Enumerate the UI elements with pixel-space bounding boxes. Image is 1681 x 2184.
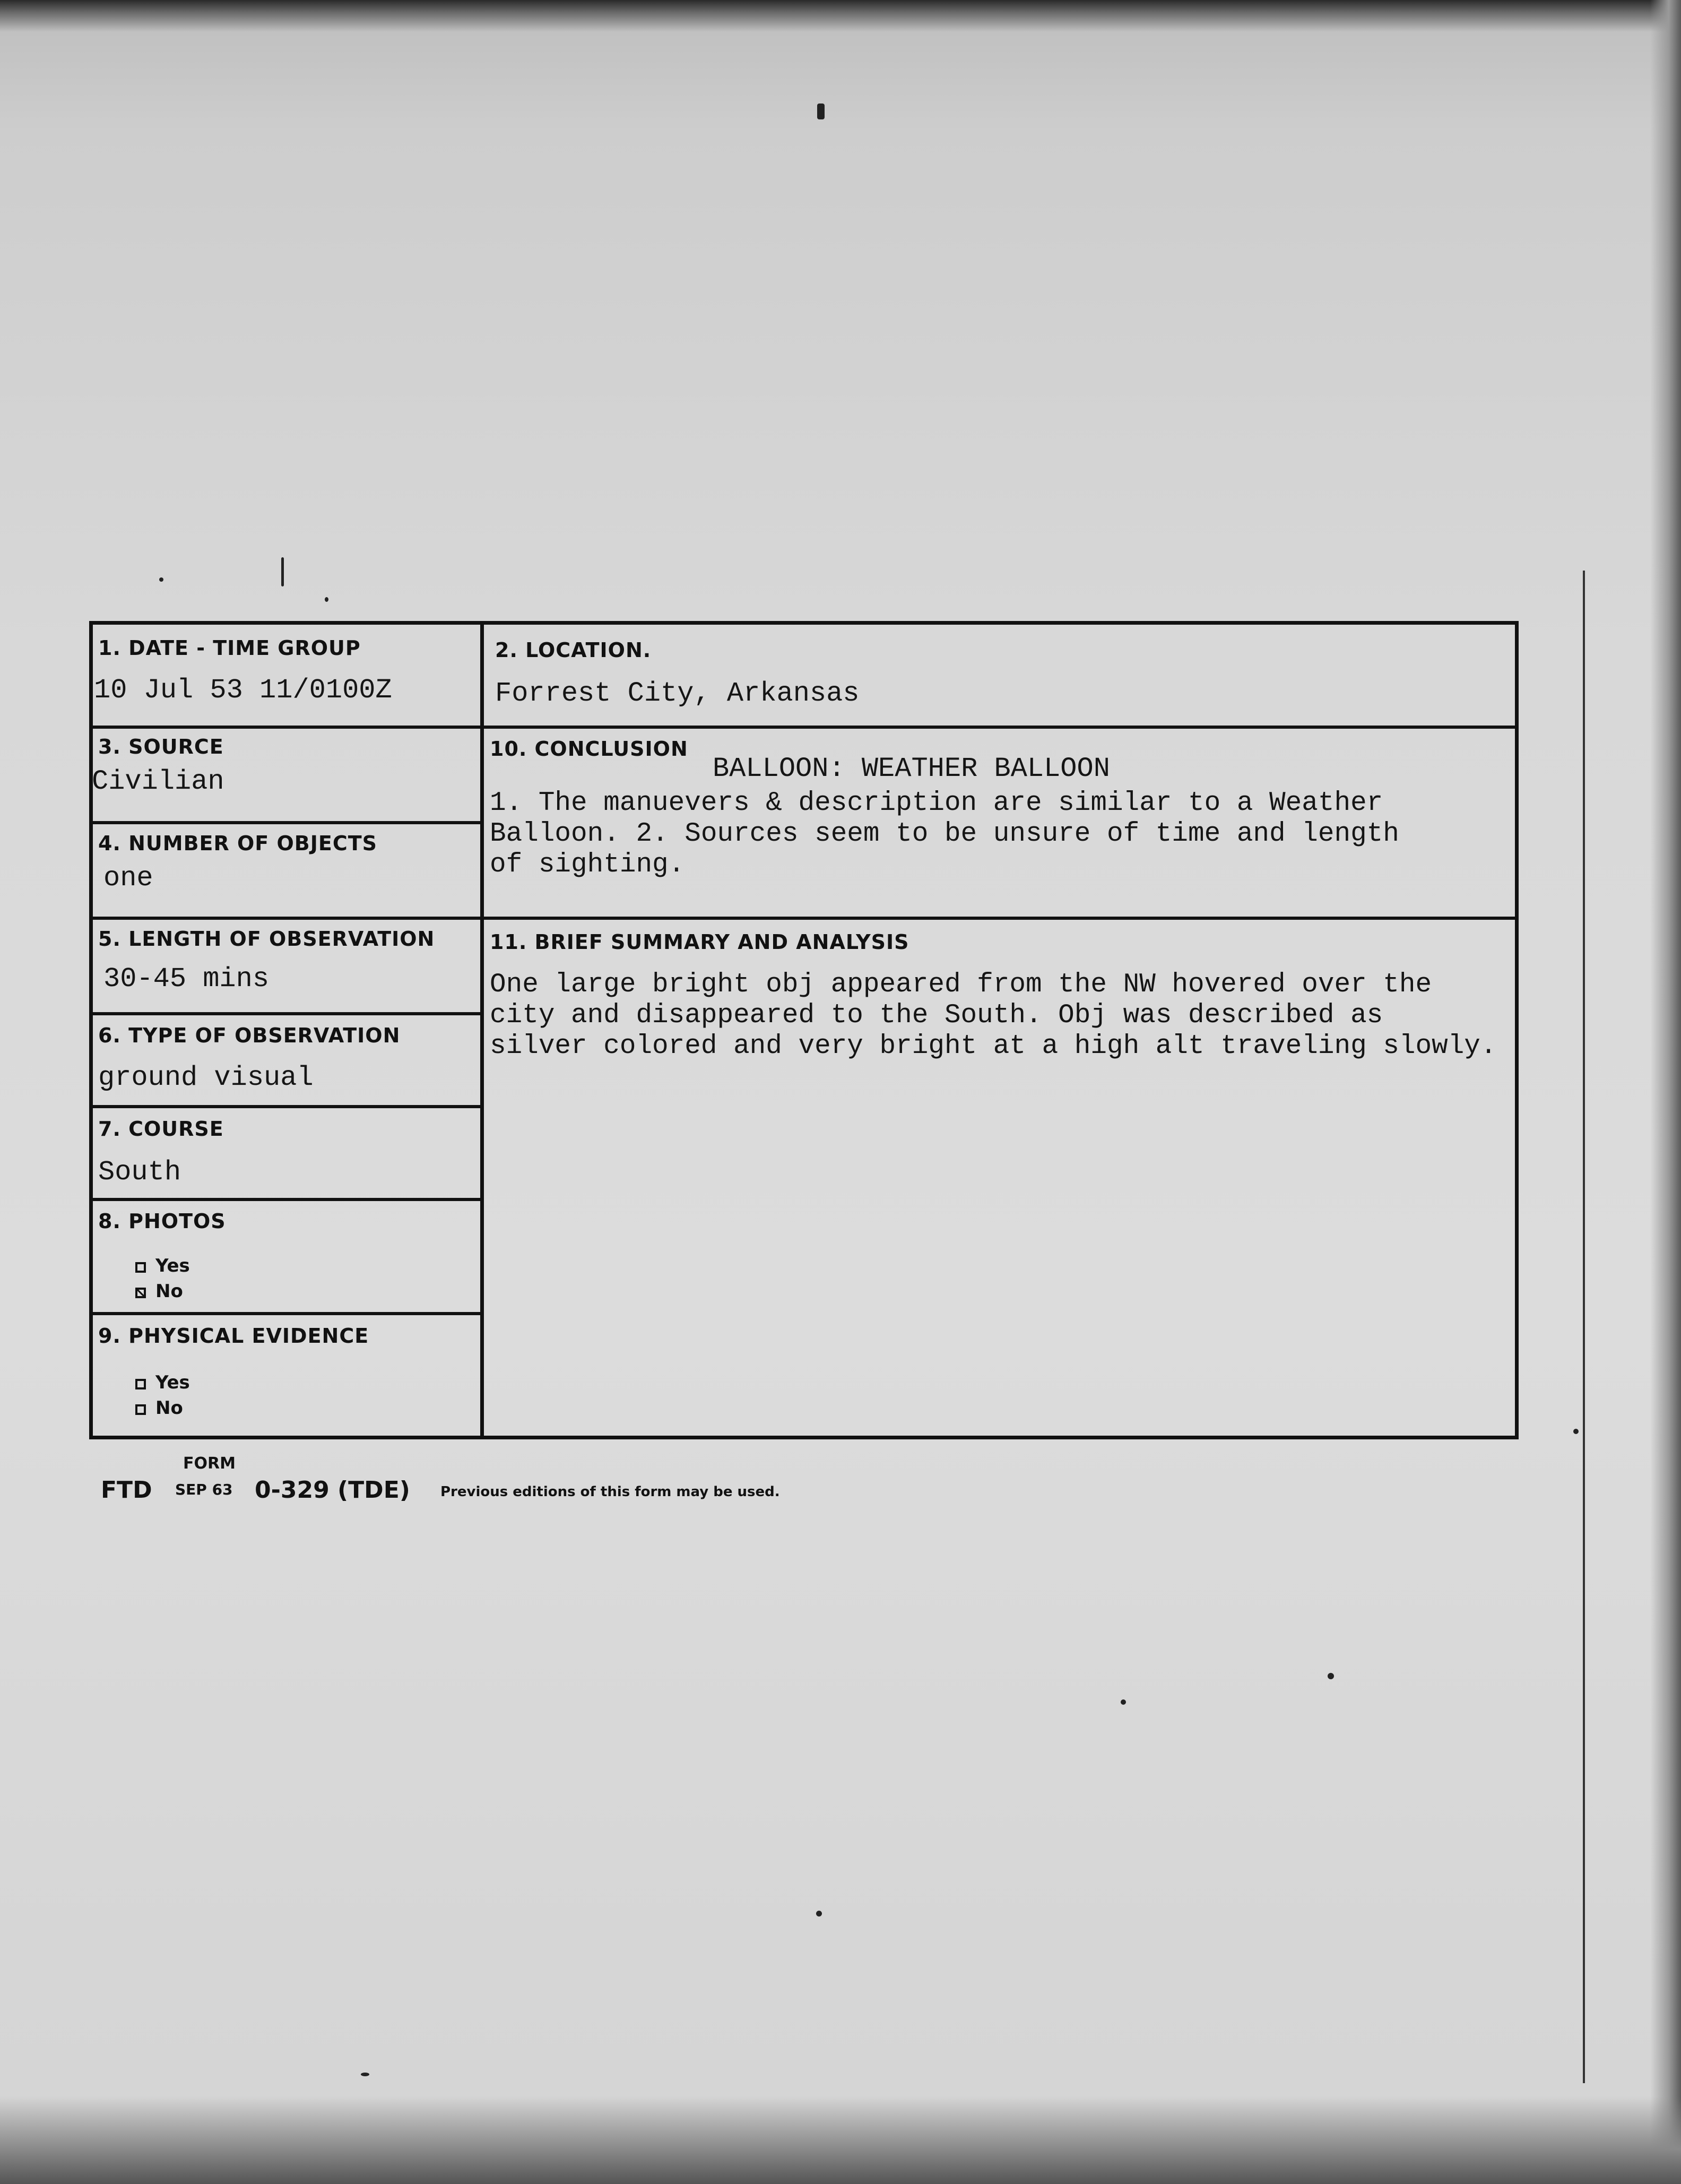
date-time-group-cell [94, 636, 392, 706]
length-of-observation-cell [98, 927, 435, 995]
conclusion-heading: BALLOON: WEATHER BALLOON [713, 753, 1110, 784]
row-divider [93, 1198, 480, 1201]
footer-ftd: FTD [101, 1477, 152, 1504]
photos-no-option[interactable] [135, 1281, 226, 1302]
speck [1121, 1699, 1126, 1705]
row-divider [93, 821, 480, 824]
conclusion-text: 1. The manuevers & description are similar to a Weather Balloon. 2. Sources seem to be unsure of time and length of sighting. [490, 788, 1399, 880]
physical-evidence-cell [98, 1324, 369, 1419]
footer-previous-editions: Previous editions of this form may be used. [440, 1484, 780, 1500]
course-value: South [98, 1156, 181, 1188]
type-of-observation-value: ground visual [98, 1062, 314, 1093]
row-divider [93, 1312, 480, 1315]
conclusion-label: 10. CONCLUSION [490, 737, 688, 761]
row-divider [480, 917, 1519, 920]
physical-evidence-yes-option[interactable] [135, 1372, 369, 1393]
physical-evidence-label: 9. PHYSICAL EVIDENCE [98, 1324, 369, 1348]
type-of-observation-label: 6. TYPE OF OBSERVATION [98, 1024, 401, 1047]
speck [281, 557, 284, 586]
footer-form-word: FORM [183, 1454, 236, 1473]
row-divider [93, 726, 480, 729]
speck [1328, 1673, 1334, 1679]
photos-no-label: No [155, 1281, 183, 1302]
physical-evidence-yes-label: Yes [155, 1372, 190, 1393]
physical-evidence-yes-checkbox[interactable] [135, 1379, 146, 1389]
photos-yes-checkbox[interactable] [135, 1262, 146, 1273]
scan-bottom-shadow [0, 2096, 1681, 2184]
source-label: 3. SOURCE [98, 735, 224, 758]
speck [817, 103, 825, 119]
speck [325, 597, 328, 602]
summary-text: One large bright obj appeared from the NW hovered over the city and disappeared to the South. Obj was described as silver colored and very bright at a high alt traveling slowly. [490, 970, 1497, 1061]
row-divider [480, 726, 1519, 729]
speck [816, 1911, 822, 1917]
column-divider [480, 625, 484, 1436]
row-divider [93, 1012, 480, 1015]
physical-evidence-no-checkbox[interactable] [135, 1404, 146, 1415]
physical-evidence-no-option[interactable] [135, 1397, 369, 1419]
source-value: Civilian [92, 766, 224, 797]
scan-top-shadow [0, 0, 1681, 32]
number-of-objects-label: 4. NUMBER OF OBJECTS [98, 832, 378, 855]
scan-right-edge [1650, 0, 1681, 2184]
row-divider [93, 1105, 480, 1108]
photos-yes-label: Yes [155, 1255, 190, 1276]
summary-cell [490, 930, 1514, 1062]
type-of-observation-cell [98, 1024, 400, 1093]
location-label: 2. LOCATION. [495, 638, 652, 662]
photos-cell [98, 1210, 226, 1302]
number-of-objects-value: one [103, 862, 153, 894]
location-cell [495, 638, 860, 709]
summary-label: 11. BRIEF SUMMARY AND ANALYSIS [490, 930, 909, 954]
physical-evidence-no-label: No [155, 1397, 183, 1419]
vertical-rule [1583, 571, 1585, 2083]
photos-label: 8. PHOTOS [98, 1210, 226, 1233]
speck [159, 577, 163, 582]
number-of-objects-cell [98, 832, 377, 894]
location-value: Forrest City, Arkansas [495, 678, 860, 709]
source-cell [92, 735, 224, 797]
footer-form-number: 0-329 (TDE) [255, 1477, 410, 1504]
speck [361, 2073, 369, 2076]
speck [1573, 1429, 1579, 1434]
photos-yes-option[interactable] [135, 1255, 226, 1276]
course-label: 7. COURSE [98, 1117, 224, 1141]
course-cell [98, 1117, 224, 1188]
date-time-group-value: 10 Jul 53 11/0100Z [94, 675, 392, 706]
footer-sep-date: SEP 63 [175, 1481, 233, 1498]
length-of-observation-label: 5. LENGTH OF OBSERVATION [98, 927, 435, 951]
row-divider [93, 917, 480, 920]
date-time-group-label: 1. DATE - TIME GROUP [98, 636, 361, 660]
conclusion-cell [490, 737, 1509, 880]
photos-no-checkbox[interactable] [135, 1288, 146, 1298]
length-of-observation-value: 30-45 mins [103, 963, 270, 995]
ftd-form-329 [89, 621, 1519, 1439]
